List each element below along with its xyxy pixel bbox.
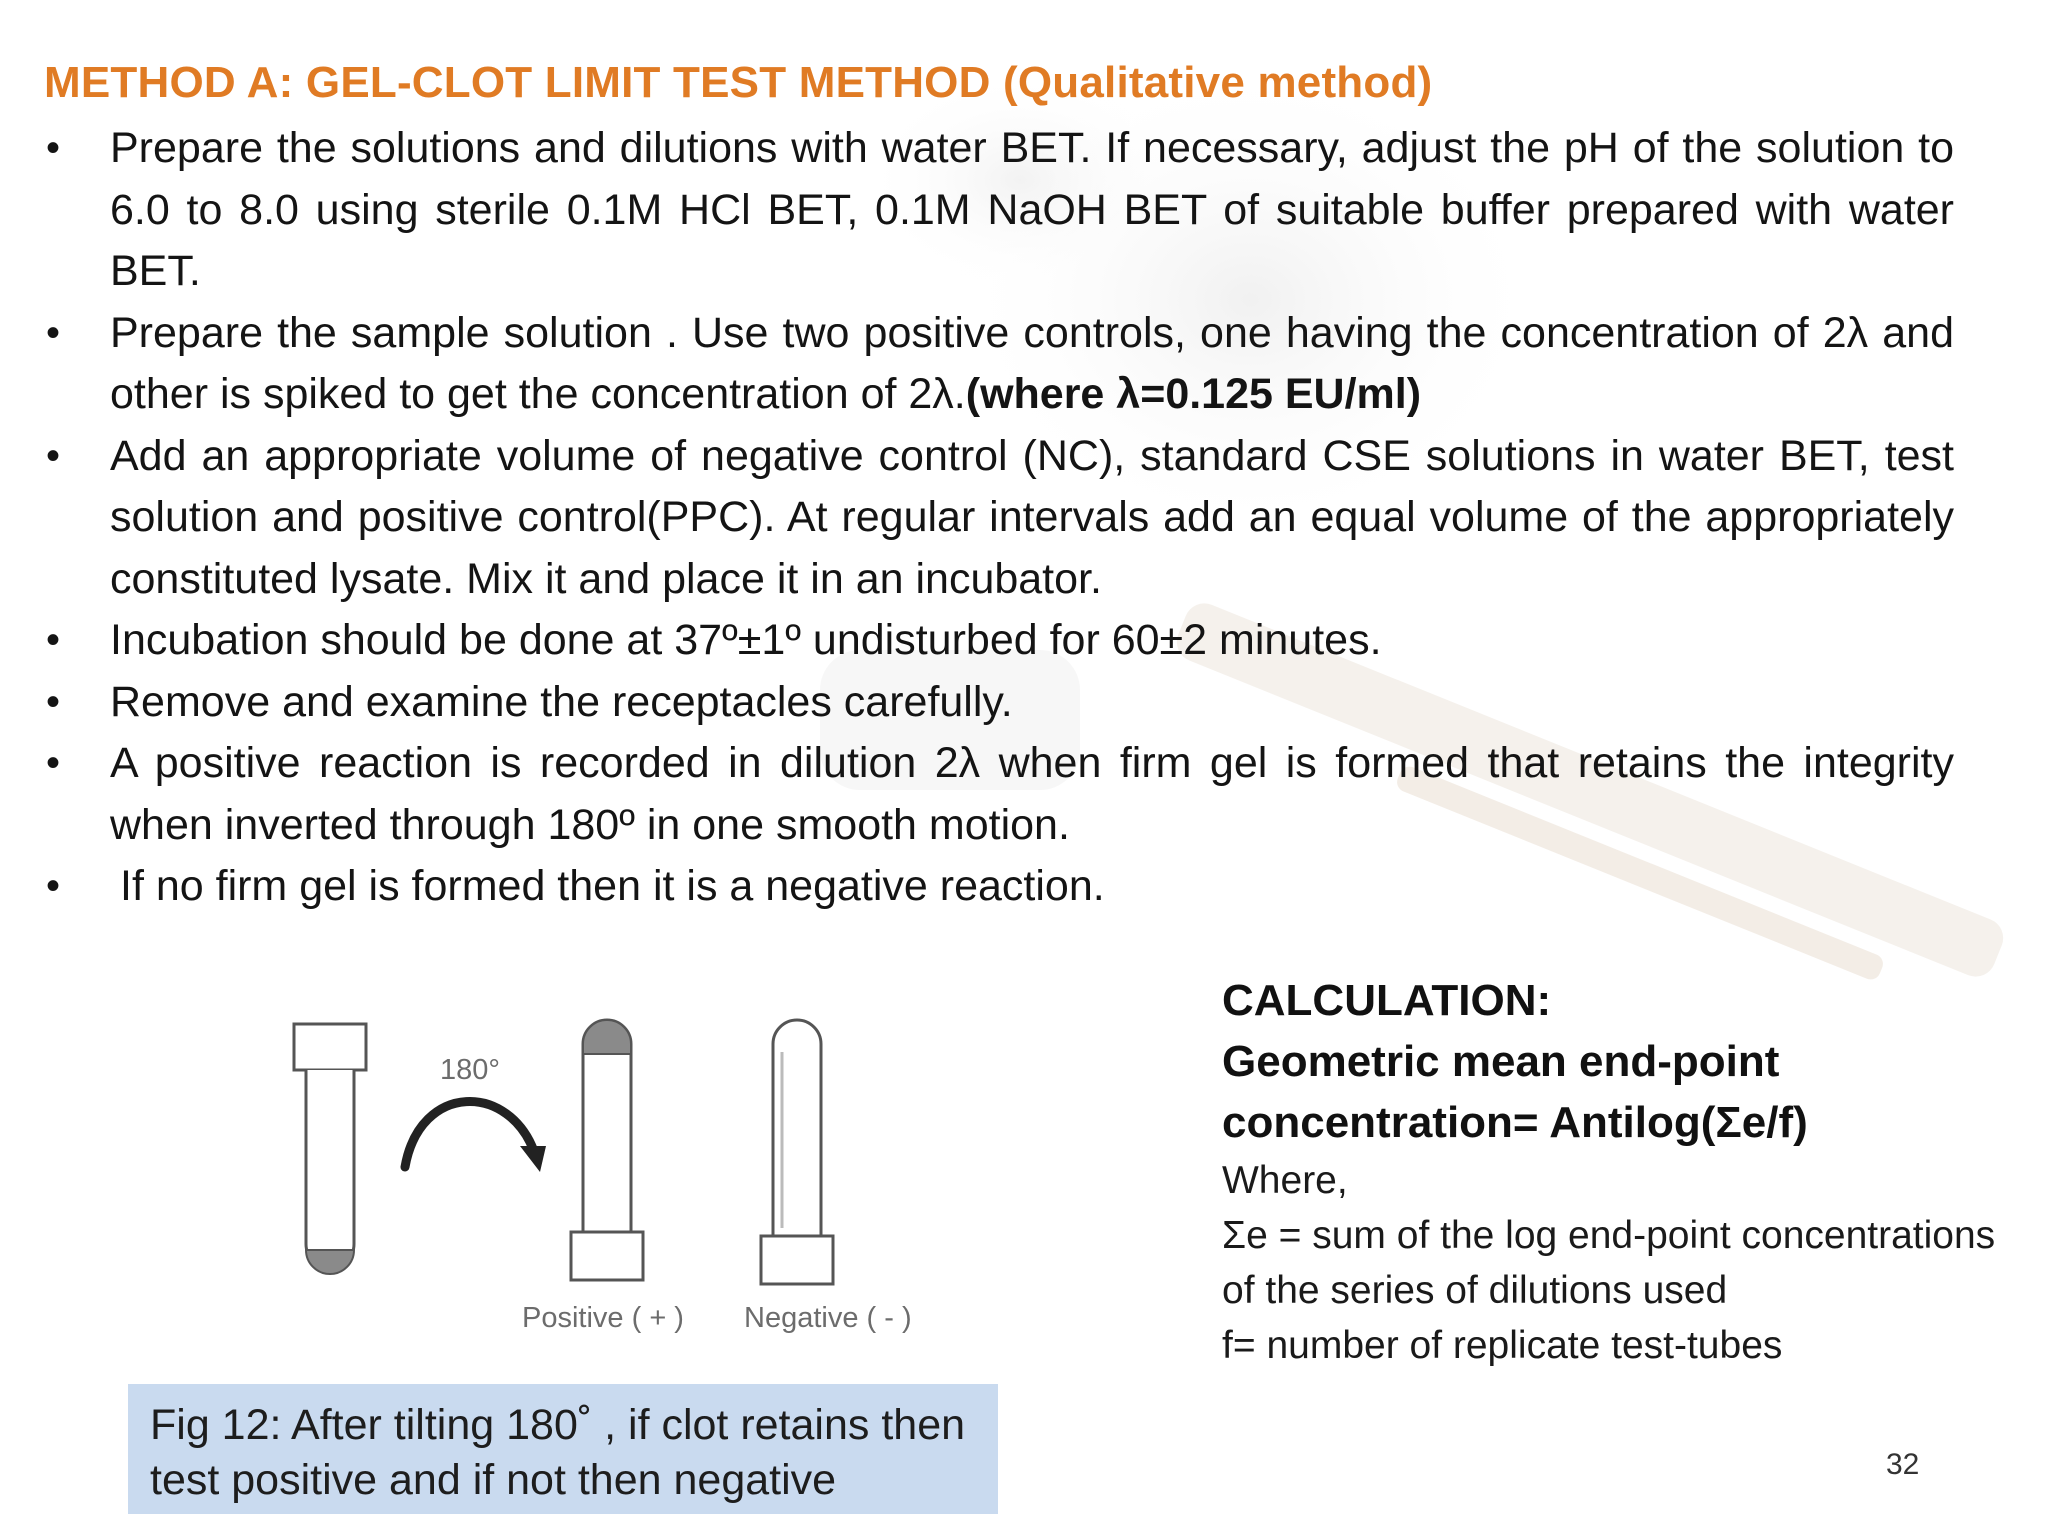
bullet-item: • A positive reaction is recorded in dilution 2λ when firm gel is formed that retains the integrity when inverted through 180º in one smooth motion. — [44, 733, 1954, 856]
gel-clot-figure — [40, 932, 1155, 1412]
bullet-list — [44, 118, 1954, 918]
bullet-dot: • — [46, 433, 61, 478]
bullet-dot: • — [46, 741, 61, 785]
bullet-item: • Incubation should be done at 37º±1º undisturbed for 60±2 minutes. — [44, 610, 1954, 672]
bullet-dot: • — [46, 864, 61, 908]
bullet-dot: • — [46, 126, 61, 170]
tube-diagram — [40, 932, 1155, 1412]
bullet-item: • If no firm gel is formed then it is a negative reaction. — [44, 856, 1954, 918]
slide-title: METHOD A: GEL-CLOT LIMIT TEST METHOD (Qualitative method) — [44, 58, 1433, 107]
where-label: Where, — [1222, 1159, 1348, 1202]
caption-line: Fig 12: After tilting 180˚ , if clot retains then — [150, 1401, 966, 1449]
formula-line: concentration= Antilog(Σe/f) — [1222, 1098, 1808, 1147]
bullet-item: • Remove and examine the receptacles carefully. — [44, 672, 1954, 734]
calculation-heading: CALCULATION: — [1222, 976, 1552, 1025]
negative-tube-icon — [761, 1020, 833, 1284]
bullet-item: • Prepare the solutions and dilutions with water BET. If necessary, adjust the pH of the solution to 6.0 to 8.0 using sterile 0.1M HCl BET, 0.1M NaOH BET of suitable buffer prepared with water BET. — [44, 118, 1954, 303]
negative-label: Negative ( - ) — [744, 1302, 912, 1334]
page-number: 32 — [1886, 1448, 1920, 1481]
bullet-dot: • — [46, 618, 61, 662]
bullet-dot: • — [46, 310, 61, 355]
bullet-item: • Prepare the sample solution . Use two positive controls, one having the concentration of 2λ and other is spiked to get the concentration of 2λ.(where λ=0.125 EU/ml) — [44, 303, 1954, 426]
positive-tube-icon — [571, 1020, 643, 1280]
formula-line: Geometric mean end-point — [1222, 1037, 1780, 1086]
caption-line: test positive and if not then negative — [150, 1456, 837, 1504]
rotation-arrow-icon — [405, 1102, 546, 1172]
bullet-dot: • — [46, 679, 61, 724]
upright-tube-icon — [294, 1024, 366, 1274]
rotation-label: 180° — [440, 1054, 500, 1086]
figure-caption — [128, 1384, 998, 1514]
bullet-item: • Add an appropriate volume of negative control (NC), standard CSE solutions in water BET, test solution and positive control(PPC). At regular intervals add an equal volume of the appropriately constituted lysate. Mix it and place it in an incubator. — [44, 426, 1954, 611]
definition-e: Σe = sum of the log end-point concentrations of the series of dilutions used — [1222, 1214, 1996, 1312]
positive-label: Positive ( + ) — [522, 1302, 684, 1334]
definition-f: f= number of replicate test-tubes — [1222, 1324, 1783, 1367]
calculation-block — [1222, 970, 2002, 1373]
lambda-definition: (where λ=0.125 EU/ml) — [965, 370, 1422, 418]
